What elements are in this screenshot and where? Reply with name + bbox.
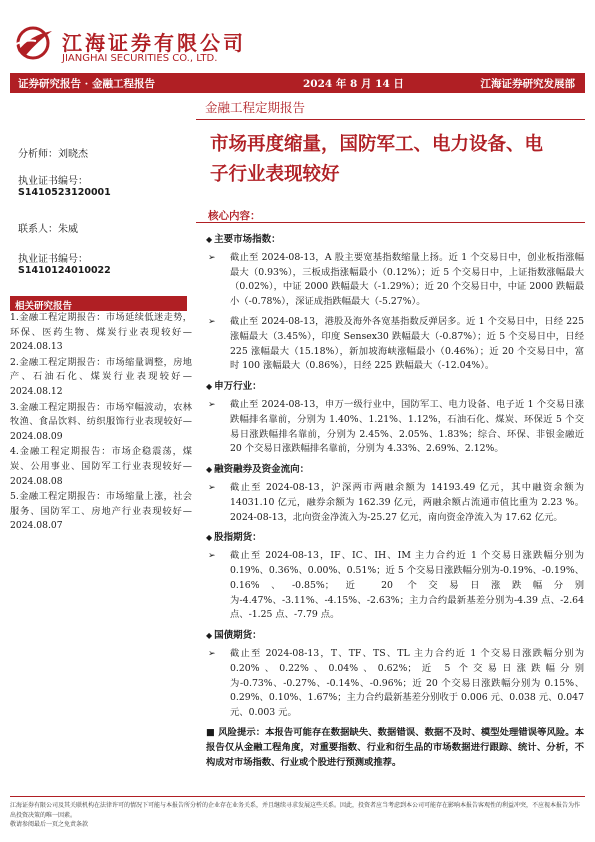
cert-number: S1410523120001 [18, 187, 111, 198]
header-bar [10, 73, 585, 93]
section-title: 融资融券及资金流向： [214, 464, 310, 476]
diamond-bullet-icon: ◆ [206, 381, 213, 392]
disclaimer-link[interactable]: 敬请参阅最后一页之免责条款 [10, 821, 89, 828]
section-bond-futures [206, 628, 584, 721]
report-category: 证券研究报告 · 金融工程报告 [18, 78, 155, 90]
arrow-bullet-icon: ➢ [208, 551, 216, 562]
related-reports-list [10, 311, 192, 535]
related-report-item[interactable]: 5.金融工程定期报告：市场缩量上涨，社会服务、国防军工、房地产行业表现较好—2024.08.07 [10, 491, 192, 532]
report-type: 金融工程定期报告 [205, 100, 306, 115]
divider [196, 119, 585, 120]
section-sw-industry [206, 379, 584, 457]
diamond-bullet-icon: ◆ [206, 234, 213, 244]
section-market-index [206, 232, 584, 374]
report-title: 市场再度缩量，国防军工、电力设备、电子行业表现较好 [210, 134, 544, 185]
section-title: 国债期货： [214, 630, 262, 642]
section-title: 申万行业： [214, 381, 262, 393]
cert-label: 执业证书编号： [18, 254, 88, 265]
paragraph: 截止至 2024-08-13，沪深两市两融余额为 14193.49 亿元，其中融资余额为 14031.10 亿元，融券余额为 162.39 亿元，两融余额占流通市值比重为 2.23 %。2024-08-13，北向资金净流入为-25.27 亿元，南向资金净流入为 17.62 亿元。 [230, 481, 584, 523]
paragraph: 截止至 2024-08-13，A 股主要宽基指数缩量上扬。近 1 个交易日中，创业板指涨幅最大（0.93%），三板成指涨幅最小（0.12%）；近 5 个交易日中，上证指数涨幅最大（0.02%），中证 2000 跌幅最大（-1.29%）；近 20 个交易日中，中证 2000 跌幅最小（-0.78%），深证成指跌幅最大（-5.27%）。 [230, 251, 584, 308]
core-content [206, 232, 584, 770]
related-reports-heading: 相关研究报告 [10, 296, 187, 311]
divider [10, 796, 585, 797]
related-report-item[interactable]: 4.金融工程定期报告：市场企稳震荡，煤炭、公用事业、国防军工行业表现较好—2024.08.08 [10, 446, 192, 487]
footer [10, 801, 585, 830]
arrow-bullet-icon: ➢ [208, 316, 216, 327]
section-title: 股指期货： [214, 532, 262, 544]
cert-number: S1410124010022 [18, 265, 111, 276]
company-name-en: JIANGHAI SECURITIES CO., LTD. [62, 53, 218, 64]
arrow-bullet-icon: ➢ [208, 399, 216, 410]
cert-label: 执业证书编号： [18, 176, 88, 187]
related-report-item[interactable]: 2.金融工程定期报告：市场缩量调整，房地产、石油石化、煤炭行业表现较好—2024.08.12 [10, 356, 192, 397]
contact-name: 联系人：朱威 [18, 224, 78, 235]
core-content-heading: 核心内容： [208, 210, 261, 222]
paragraph: 截止至 2024-08-13，T、TF、TS、TL 主力合约近 1 个交易日涨跌幅分别为 0.20%、0.22%、0.04%、0.62%；近 5 个交易日涨跌幅分别为-0.73%、-0.27%、-0.14%、-0.96%；近 20 个交易日涨跌幅分别为 0.15%、0.29%、0.10%、1.67%；主力合约最新基差分别收于 0.006 元、0.038 元、0.047 元、0.003 元。 [230, 647, 584, 719]
paragraph: 截止至 2024-08-13，申万一级行业中，国防军工、电力设备、电子近 1 个交易日涨跌幅排名靠前，分别为 1.40%、1.21%、1.12%，石油石化、煤炭、环保近 5 个交易日涨跌幅排名靠前，分别为 2.45%、2.05%、1.83%；综合、环保、非银金融近 20 个交易日涨跌幅排名靠前，分别为 4.33%、2.69%、2.12%。 [230, 398, 584, 455]
diamond-bullet-icon: ◆ [206, 464, 213, 475]
related-report-item[interactable]: 1.金融工程定期报告：市场延续低迷走势，环保、医药生物、煤炭行业表现较好—2024.08.13 [10, 312, 192, 353]
company-logo-icon [12, 25, 54, 61]
section-title: 主要市场指数： [214, 234, 281, 245]
section-margin-flows [206, 462, 584, 525]
paragraph: 截止至 2024-08-13，港股及海外各宽基指数反弹居多。近 1 个交易日中，日经 225 涨幅最大（3.45%），印度 Sensex30 跌幅最大（-0.87%）；近 5 个交易日中，日经 225 涨幅最大（15.18%），新加坡海峡涨幅最小（0.46%）；近 20 个交易日中，富时 100 涨幅最大（0.86%），日经 225 跌幅最大（-12.04%）。 [230, 315, 584, 372]
divider [196, 222, 585, 223]
section-index-futures [206, 530, 584, 623]
diamond-bullet-icon: ◆ [206, 532, 213, 543]
arrow-bullet-icon: ➢ [208, 252, 216, 263]
diamond-bullet-icon: ◆ [206, 630, 213, 641]
related-report-item[interactable]: 3.金融工程定期报告：市场窄幅波动，农林牧渔、食品饮料、纺织服饰行业表现较好—2024.08.09 [10, 401, 192, 442]
analyst-name: 分析师：刘晓杰 [18, 149, 88, 160]
department: 江海证券研究发展部 [480, 78, 575, 90]
company-name-cn: 江海证券有限公司 [62, 31, 246, 55]
paragraph: 截止至 2024-08-13，IF、IC、IH、IM 主力合约近 1 个交易日涨跌幅分别为 0.19%、0.36%、0.00%、0.51%；近 5 个交易日涨跌幅分别为-0.19%、-0.19%、0.16%、-0.85%；近 20 个交易日涨跌幅分别为-4.47%、-3.11%、-4.15%、-2.63%；主力合约最新基差分别为-4.39 点、-2.64 点、-1.25 点、-7.79 点。 [230, 550, 584, 621]
arrow-bullet-icon: ➢ [208, 482, 216, 493]
disclaimer-text: 江海证券有限公司及其关联机构在法律许可的情况下可能与本报告所分析的企业存在业务关系，并且继续寻求发展这些关系。因此，投资者应当考虑到本公司可能存在影响本报告客观性的利益冲突，不应视本报告为作出投资决策的唯一因素。 [10, 802, 581, 819]
arrow-bullet-icon: ➢ [208, 648, 216, 659]
risk-warning: ■ 风险提示：本报告可能存在数据缺失、数据错误、数据不及时、模型处理错误等风险。本报告仅从金融工程角度，对重要指数、行业和衍生品的市场数据进行跟踪、统计、分析，不构成对市场指数、行业或个股进行预测或推荐。 [206, 726, 584, 768]
report-date: 2024 年 8 月 14 日 [303, 78, 404, 90]
